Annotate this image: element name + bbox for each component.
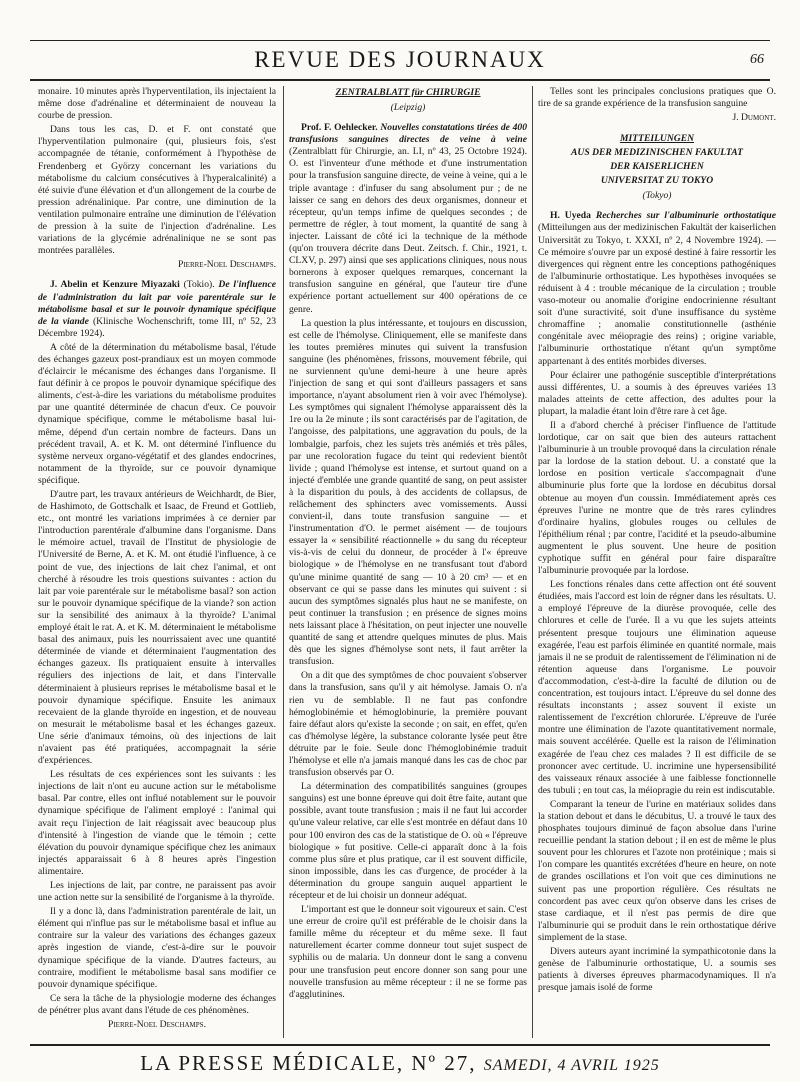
section-title-line: DER KAISERLICHEN	[610, 161, 704, 173]
article-heading	[38, 279, 276, 339]
paragraph: Les fonctions rénales dans cette affection ont été souvent étudiées, mais l'accord est loin de régner dans les résultats. U. a employé l'épreuve de la diurèse provoquée, celle des chlorures et celle de l'urée. Il a vu que les sujets atteints présentent presque toujours une élimination aqueuse exagérée, l'eau est parfois éliminée en quantité normale, mais jamais il ne se produit de ralentissement de l'élimination ni de rétention aqueuse dans l'organisme. Le pouvoir d'accommodation, c'est-à-dire la faculté de dilution ou de concentration, est toujours intact. L'épreuve du sel donne des résultats inconstants ; assez souvent il existe un ralentissement de l'excrétion chlorurée. L'épreuve de l'urée montre une élimination de l'azote quantitativement normale, mais souvent accélérée. Quelle est la raison de l'élimination exagérée de l'eau chez ces malades ? Il est difficile de se prononcer avec certitude. U. incrimine une hypersensibilité des vaisseaux rénaux associée à une faiblesse fonctionnelle des tubuli ; en tout cas, la méiopragie du rein est indiscutable.	[538, 579, 776, 796]
column-middle	[289, 86, 527, 1038]
paragraph: Les résultats de ces expériences sont les suivants : les injections de lait n'ont eu aucune action sur le métabolisme basal. Par contre, elles ont influé notablement sur le pouvoir dynamique spécifique de l'aliment employé : l'animal qui avait reçu l'injection de lait réagissait avec beaucoup plus d'intensité à l'ingestion de viande que le témoin ; cette élévation du pouvoir dynamique spécifique chez les animaux injectés apparaissait 6 à 8 heures après l'ingestion alimentaire.	[38, 769, 276, 877]
section-title-line: AUS DER MEDIZINISCHEN FAKULTAT	[571, 147, 743, 159]
paragraph: Comparant la teneur de l'urine en matériaux solides dans la station debout et dans le décubitus, U. a trouvé le taux des phosphates toujours diminué de façon absolue dans l'urine recueillie pendant la station debout ; il en est de même le plus souvent pour les chlorures et l'azote non protéinique ; mais si l'on compare les quantités excrétées d'heure en heure, on note de grandes oscillations et l'on voit que ces diminutions ne suivent pas une proportion régulière. Ces résultats ne concordent pas avec ceux qu'on observe dans les crises de stase cardiaque, et il n'est pas permis de dire que l'albuminurie qui se produit dans le rein orthostatique dérive simplement de la stase.	[538, 798, 776, 943]
article-title: Recherches sur l'albuminurie orthostatique	[595, 210, 776, 222]
article-title: De l'influence de l'administration du lait par voie parentérale sur le métabolisme basal et sur le pouvoir dynamique spécifique de la viande	[38, 279, 276, 327]
signature: Pierre-Noel Deschamps.	[178, 259, 276, 271]
paragraph: D'autre part, les travaux antérieurs de Weichhardt, de Bier, de Hashimoto, de Gottschalk et Isaac, de Freund et Gottlieb, etc., ont montré les variations imprimées à ce dernier par l'introduction parentérale d'albumine dans l'organisme. Dans le mémoire actuel, travail de l'Institut de physiologie de l'Université de Berne, A. et K. M. ont étudié l'influence, à ce point de vue, des injections de lait chez l'animal, et ont cherché à résoudre les trois questions suivantes : action du lait par voie parentérale sur le métabolisme basal? son action sur le pouvoir dynamique spécifique de la viande? son action sur la sensibilité des animaux à la thyroïde? L'animal employé était le rat. A. et K. M. déterminaient le métabolisme basal des animaux, puis les nourrissaient avec une quantité déterminée de viande et déterminaient l'augmentation des échanges gazeux. Ils pratiquaient ensuite à intervalles réguliers des injections de lait, et dans l'intervalle déterminaient à plusieurs reprises le métabolisme basal et le pouvoir dynamique spécifique. Ensuite les animaux recevaient de la glande thyroïde en ingestion, et de nouveau on mesurait le métabolisme basal et les échanges gazeux. Une série d'animaux témoins, où des injections de lait n'avaient pas été pratiquées, accompagnait la série d'expériences.	[38, 489, 276, 767]
page-number: 66	[750, 52, 764, 67]
footer	[30, 1048, 770, 1078]
article-reference: (Zentralblatt für Chirurgie, an. LI, nº 43, 25 Octobre 1924).	[289, 146, 527, 158]
column-left	[38, 86, 276, 1038]
section-title: ZENTRALBLATT für CHIRURGIE	[335, 87, 481, 98]
footer-rule	[30, 1044, 770, 1046]
paragraph: Dans tous les cas, D. et F. ont constaté que l'hyperventilation pulmonaire (qui, plusieurs fois, s'est accompagnée de tétanie, conformément à l'hypothèse de Frendenberg et Györzy concernant les variations du métabolisme du calcium consécutives à l'hyperalcalinité) a été suivie d'une élévation et d'un allongement de la courbe de pression adrénalinique. Par contre, une diminution de la ventilation pulmonaire entraîne une diminution de l'élévation de pression à la suite de l'injection d'adrénaline. Les variations de la glycémie adrénalinique ne se sont pas montrées parallèles.	[38, 124, 276, 257]
paragraph: Ce sera la tâche de la physiologie moderne des échanges de pénétrer plus avant dans l'étude de ces phénomènes.	[38, 992, 276, 1016]
paragraph: Divers auteurs ayant incriminé la sympathicotonie dans la genèse de l'albuminurie orthostatique, U. a soumis ses patients à diverses épreuves pharmacodynamiques. Il n'a presque jamais isolé de forme	[538, 946, 776, 994]
header-rule	[30, 79, 770, 81]
section-title-line: UNIVERSITAT ZU TOKYO	[600, 175, 714, 187]
article-heading	[289, 122, 527, 316]
paragraph: Telles sont les principales conclusions pratiques que O. tire de sa grande expérience de la transfusion sanguine	[538, 86, 776, 110]
article-author: J. Abelin et Kenzure Miyazaki	[50, 279, 180, 291]
footer-journal: LA PRESSE MÉDICALE,	[140, 1051, 405, 1075]
column-divider	[532, 86, 533, 1038]
section-location: (Tokyo)	[642, 190, 672, 202]
paragraph: Il a d'abord cherché à préciser l'influence de l'attitude lordotique, car on sait que bien des auteurs rattachent l'albuminurie à un trouble provoqué dans la circulation rénale par la lordose de la station debout. U. a constaté que la lordose en position verticale s'accompagnait d'une albuminurie plus forte que la lordose en décubitus dorsal obtenue au moyen d'un coussin. Immédiatement après ces épreuves l'urine ne montre que de très rares cylindres d'ordinaire hyalins, globules rouges ou cellules de l'épithélium rénal ; par contre, l'acidité et la pseudo-albumine augmentent le plus souvent. Une heure de position cyphotique suffit en général pour faire disparaître l'albuminurie provoquée par la lordose.	[538, 419, 776, 577]
paragraph: monaire. 10 minutes après l'hyperventilation, ils injectaient la même dose d'adrénaline et déterminaient de nouveau la courbe de pression.	[38, 86, 276, 122]
paragraph: La détermination des compatibilités sanguines (groupes sanguins) est une bonne épreuve qui doit être faite, autant que possible, avant toute transfusion ; mais il ne faut lui accorder qu'une valeur relative, car elle s'est montrée en défaut dans 10 pour 100 environ des cas de la statistique de O. où « l'épreuve biologique » fut positive. Celle-ci apparaît donc à la fois comme plus sûre et plus pratique, car il est souvent difficile, sinon impossible, dans les cas d'urgence, de procéder à la détermination du groupe sanguin auquel appartient le récepteur et de lui choisir un donneur adéquat.	[289, 781, 527, 901]
signature: J. Dumont.	[732, 112, 776, 124]
top-rule	[30, 40, 770, 41]
footer-date: SAMEDI, 4 AVRIL 1925	[483, 1057, 660, 1074]
paragraph: O. est l'inventeur d'une méthode et d'une instrumentation pour la transfusion sanguine directe, de veine à veine, qui a le triple avantage : d'infuser du sang absolument pur ; de ne laisser ce sang en dehors des deux organismes, donneur et récepteur, qu'un temps infime de quelques secondes ; de permettre de régler, à tout moment, la quantité de sang à injecter. Laissant de côté ici la technique de la méthode (qu'on trouvera décrite dans Deut. Zeitsch. f. Chir., 1921, t. CLXV, p. 297) ainsi que ses applications cliniques, nous nous bornerons à exposer quelques remarques, concernant la transfusion sanguine en général, que l'auteur tire d'une expérience portant actuellement sur 400 opérations de ce genre.	[289, 158, 527, 315]
column-right	[538, 86, 776, 1038]
article-heading	[538, 210, 776, 367]
paragraph: A côté de la détermination du métabolisme basal, l'étude des échanges gazeux post-prandiaux est un moyen commode d'éclaircir le mécanisme des échanges dans l'organisme. Il faut définir à ce propos le pouvoir dynamique spécifique des aliments, c'est-à-dire les variations du métabolisme produites par une quantité déterminée de chacun d'eux. Ce pouvoir dynamique spécifique, comme le métabolisme basal lui-même, dépend d'un certain nombre de facteurs. Dans un précédent travail, A. et K. M. ont déterminé l'influence du système nerveux organo-végétatif et des glandes endocrines, notamment de la thyroïde, sur ce pouvoir dynamique spécifique.	[38, 341, 276, 486]
paragraph: Pour éclairer une pathogénie susceptible d'interprétations aussi différentes, U. a soumis à des épreuves variées 13 malades atteints de cette affection, des adultes pour la plupart, la maladie étant loin d'être rare à cet âge.	[538, 369, 776, 417]
paragraph: La question la plus intéressante, et toujours en discussion, est celle de l'hémolyse. Cliniquement, elle se manifeste dans les toutes premières minutes qui suivent la transfusion sanguine (les phénomènes, frissons, mouvement fébrile, qui ne surviennent qu'une demi-heure à une heure après l'injection de sang et qui sont d'ailleurs passagers et sans importance, n'ayant absolument rien à voir avec l'hémolyse). Les symptômes qui signalent l'hémolyse apparaissent dès la 1re ou la 2e minute ; ils sont caractérisés par de l'agitation, de l'angoisse, des palpitations, une aggravation du pouls, de la lombalgie, parfois, chez les sujets très anémiés et très pâles, par une recoloration fugace du teint qui redevient bientôt livide ; quand l'hémolyse est intense, et surtout quand on a injecté d'emblée une grande quantité de sang, on peut assister à la disparition du pouls, à des accidents de collapsus, de relâchement des sphincters avec vomissements. Aussi convient-il, dans toute transfusion sanguine — et l'instrumentation d'O. le permet aisément — de toujours essayer la « sensibilité réactionnelle » du sang du récepteur vis-à-vis de celui du donneur, de procéder à l'« épreuve biologique » de l'hémolyse en ne transfusant tout d'abord qu'une minime quantité de sang — 10 à 20 cm³ — et en observant ce qui se passe dans les minutes qui suivent : si aucun des symptômes signalés plus haut ne se manifeste, on peut continuer la transfusion ; en présence de signes moins nets laissant place à l'hésitation, on peut injecter une nouvelle quantité de sang et attendre quelques minutes de plus. Mais dès que les signes d'hémolyse sont nets, il faut arrêter la transfusion.	[289, 317, 527, 668]
paragraph: Les injections de lait, par contre, ne paraissent pas avoir une action nette sur la sensibilité de l'organisme à la thyroïde.	[38, 880, 276, 904]
article-reference: (Klinische Wochenschrift, tome III, nº 52, 23 Décembre 1924).	[38, 315, 276, 339]
footer-issue: Nº 27,	[411, 1051, 477, 1075]
running-header-title: REVUE DES JOURNAUX	[254, 47, 546, 72]
article-author: H. Uyeda	[550, 210, 591, 222]
paragraph: — Ce mémoire s'ouvre par un exposé destiné à faire ressortir les divergences qui règnent entre les conceptions pathogéniques de l'albuminurie orthostatique. Les hypothèses invoquées se réduisent à 4 : trouble mécanique de la circulation ; trouble vaso-moteur ou anomalie d'origine endocrinienne résultant soit d'une suractivité, soit d'une insuffisance du système chromaffine ; anomalie constitutionnelle (asthénie congénitale avec méiopragie des reins) ; origine variable, l'albuminurie orthostatique n'étant qu'un symptôme appartenant à des entités morbides diverses.	[538, 234, 776, 367]
paragraph: L'important est que le donneur soit vigoureux et sain. C'est une erreur de croire qu'il est préférable de le choisir dans la famille même du récepteur et du même sexe. Il faut naturellement écarter comme donneur tout sujet suspect de syphilis ou de malaria. Un donneur dont le sang a convenu pour une transfusion peut encore donner son sang pour une nouvelle transfusion au même récepteur : il ne se forme pas d'agglutinines.	[289, 904, 527, 1000]
article-author: Prof. F. Oehlecker.	[301, 122, 378, 134]
article-location: (Tokio).	[183, 279, 215, 291]
column-divider	[283, 86, 284, 1038]
section-title-line: MITTEILUNGEN	[619, 133, 695, 145]
signature: Pierre-Noel Deschamps.	[108, 1019, 206, 1031]
paragraph: On a dit que des symptômes de choc pouvaient s'observer dans la transfusion, sans qu'il y ait hémolyse. Jamais O. n'a rien vu de semblable. Il ne faut pas confondre hémoglobinémie et hémoglobinurie, la première pouvant faire défaut alors qu'existe la seconde ; on sait, en effet, qu'en cas d'hémolyse légère, la substance colorante lysée peut être détruite par le foie. Seule donc l'hémoglobinémie traduit l'hémolyse et elle n'a jamais manqué dans les cas de choc par transfusion observés par O.	[289, 670, 527, 779]
paragraph: Il y a donc là, dans l'administration parentérale de lait, un élément qui n'influe pas sur le métabolisme basal et influe au contraire sur la valeur des variations des échanges gazeux après ingestion de viande, c'est-à-dire sur le pouvoir dynamique spécifique de la viande. D'autres facteurs, au contraire, modifient le métabolisme basal sans modifier ce pouvoir dynamique spécifique.	[38, 906, 276, 990]
article-title: Nouvelles constatations tirées de 400 transfusions sanguines directes de veine à veine	[289, 122, 527, 146]
section-location: (Leipzig)	[390, 102, 426, 113]
article-reference: (Mitteilungen aus der medizinischen Fakultät der kaiserlichen Universität zu Tokyo, t. XXXI, nº 2, 4 Novembre 1924).	[538, 222, 776, 246]
